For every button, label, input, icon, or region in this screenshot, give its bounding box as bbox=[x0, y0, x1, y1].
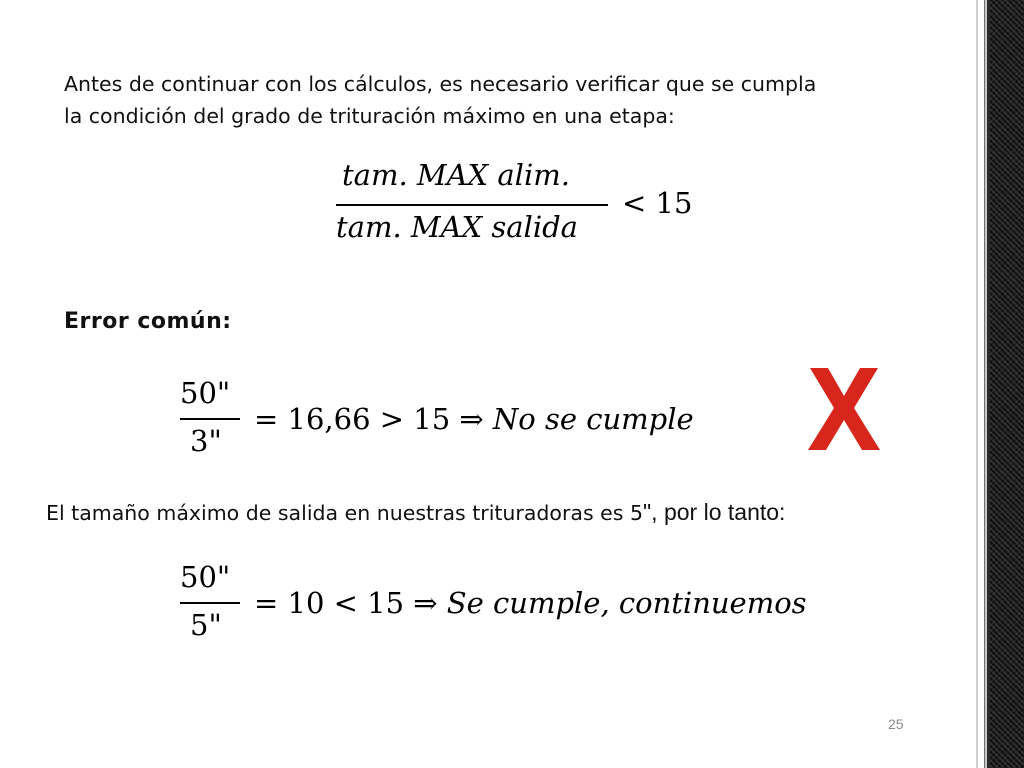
explanation-paragraph bbox=[46, 496, 785, 529]
decorative-side-strip bbox=[980, 0, 1024, 768]
correct-formula-verdict: Se cumple, continuemos bbox=[446, 586, 807, 620]
correct-formula-denominator: 5" bbox=[190, 608, 222, 642]
fraction-bar bbox=[336, 204, 608, 206]
page-number: 25 bbox=[888, 716, 904, 732]
slide-edge-line bbox=[976, 0, 978, 768]
correct-formula bbox=[176, 560, 836, 652]
fraction-bar bbox=[180, 602, 240, 604]
intro-paragraph bbox=[64, 68, 816, 132]
error-x-icon bbox=[804, 358, 884, 458]
intro-line-1: Antes de continuar con los cálculos, es necesario verificar que se cumpla bbox=[64, 72, 817, 96]
error-formula bbox=[176, 376, 776, 468]
error-heading: Error común: bbox=[64, 309, 232, 334]
formula-relation: < 15 bbox=[622, 186, 693, 220]
fraction-bar bbox=[180, 418, 240, 420]
error-formula-verdict: No se cumple bbox=[492, 402, 694, 436]
error-formula-denominator: 3" bbox=[190, 424, 222, 458]
error-formula-relation: = 16,66 > 15 ⇒ bbox=[254, 402, 493, 436]
correct-formula-relation: = 10 < 15 ⇒ bbox=[254, 586, 447, 620]
formula-denominator: tam. MAX salida bbox=[336, 210, 578, 244]
condition-formula bbox=[332, 158, 712, 254]
intro-line-2: la condición del grado de trituración máximo en una etapa: bbox=[64, 104, 675, 128]
explanation-text: El tamaño máximo de salida en nuestras trituradoras es 5 bbox=[46, 501, 644, 525]
explanation-tail: ", por lo tanto: bbox=[643, 499, 786, 525]
error-formula-numerator: 50" bbox=[180, 376, 231, 410]
correct-formula-numerator: 50" bbox=[180, 560, 231, 594]
correct-formula-result bbox=[254, 586, 807, 620]
formula-numerator: tam. MAX alim. bbox=[342, 158, 570, 192]
error-formula-result bbox=[254, 402, 694, 436]
